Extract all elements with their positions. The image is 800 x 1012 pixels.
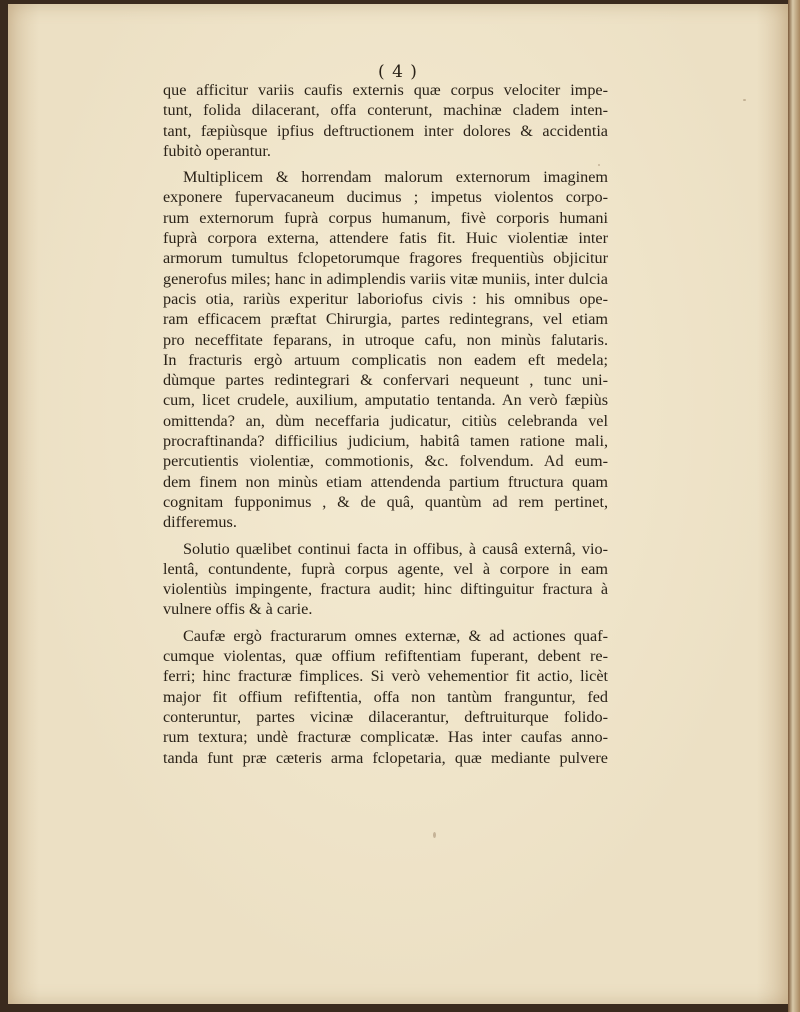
text-line: Caufæ ergò fracturarum omnes externæ, & ad actiones quaf-: [183, 626, 608, 645]
text-line: cum, licet crudele, auxilium, amputatio tentanda. An verò fæpiùs: [163, 391, 608, 410]
text-line: que afficitur variis caufis externis quæ corpus velociter impe-: [163, 81, 608, 99]
text-line: generofus miles; hanc in adimplendis variis vitæ muniis, inter dulcia: [163, 269, 608, 288]
text-line: ram efficacem præftat Chirurgia, partes redintegrans, vel etiam: [163, 310, 608, 329]
text-line: dem finem non minùs etiam attendenda partium ftructura quam: [163, 472, 608, 491]
text-line: pro neceffitate feparans, in utroque cafu, non minùs falutaris.: [163, 330, 608, 349]
text-line: rum externorum fuprà corpus humanum, fivè corporis humani: [163, 208, 608, 227]
paper-speck: [433, 832, 436, 838]
text-line: tant, fæpiùsque ipfius deftructionem inter dolores & accidentia: [163, 121, 608, 140]
text-line: rum textura; undè fracturæ complicatæ. Has inter caufas anno-: [163, 728, 608, 747]
text-line: fubitò operantur.: [163, 141, 271, 160]
text-line: lentâ, contundente, fuprà corpus agente, vel à corpore in eam: [163, 559, 608, 578]
text-line: differemus.: [163, 513, 237, 532]
paper-speck: [743, 99, 746, 101]
text-line: tunt, folida dilacerant, offa conterunt, machinæ cladem inten-: [163, 101, 608, 120]
text-line: tanda funt præ cæteris arma fclopetaria, quæ mediante pulvere: [163, 748, 608, 767]
text-line: violentiùs impingente, fractura audit; hinc diftinguitur fractura à: [163, 580, 608, 599]
paper-speck: [598, 164, 600, 166]
text-line: Multiplicem & horrendam malorum externorum imaginem: [183, 168, 608, 187]
text-line: dùmque partes redintegrari & confervari nequeunt , tunc uni-: [163, 371, 608, 390]
text-line: vulnere offis & à carie.: [163, 600, 313, 619]
page-text: [163, 80, 608, 768]
text-line: cumque violentas, quæ offium refiftentiam fuperant, debent re-: [163, 647, 608, 666]
book-page: [8, 4, 788, 1004]
text-line: procraftinanda? difficilius judicium, habitâ tamen ratione mali,: [163, 432, 608, 451]
text-line: pacis otia, rariùs experitur laboriofus civis : his omnibus ope-: [163, 289, 608, 308]
text-line: conteruntur, partes vicinæ dilacerantur, deftruiturque folido-: [163, 707, 608, 726]
text-line: ferri; hinc fracturæ fimplices. Si verò vehementior fit actio, licèt: [163, 667, 608, 686]
text-line: In fracturis ergò artuum complicatis non eadem eft medela;: [163, 350, 608, 369]
text-line: exponere fupervacaneum ducimus ; impetus violentos corpo-: [163, 188, 608, 207]
text-line: omittenda? an, dùm neceffaria judicatur, citiùs celebranda vel: [163, 411, 608, 430]
text-line: percutientis violentiæ, commotionis, &c. folvendum. Ad eum-: [163, 452, 608, 471]
text-line: Solutio quælibet continui facta in offibus, à causâ externâ, vio-: [183, 539, 608, 558]
page-number: ( 4 ): [378, 62, 418, 82]
text-line: cognitam fupponimus , & de quâ, quantùm ad rem pertinet,: [163, 492, 608, 511]
book-spine-edge: [788, 0, 800, 1012]
text-line: major fit offium refiftentia, offa non tantùm franguntur, fed: [163, 687, 608, 706]
text-line: fuprà corpora externa, attendere fatis fit. Huic violentiæ inter: [163, 229, 608, 248]
text-line: armorum tumultus fclopetorumque fragores frequentiùs objicitur: [163, 249, 608, 268]
